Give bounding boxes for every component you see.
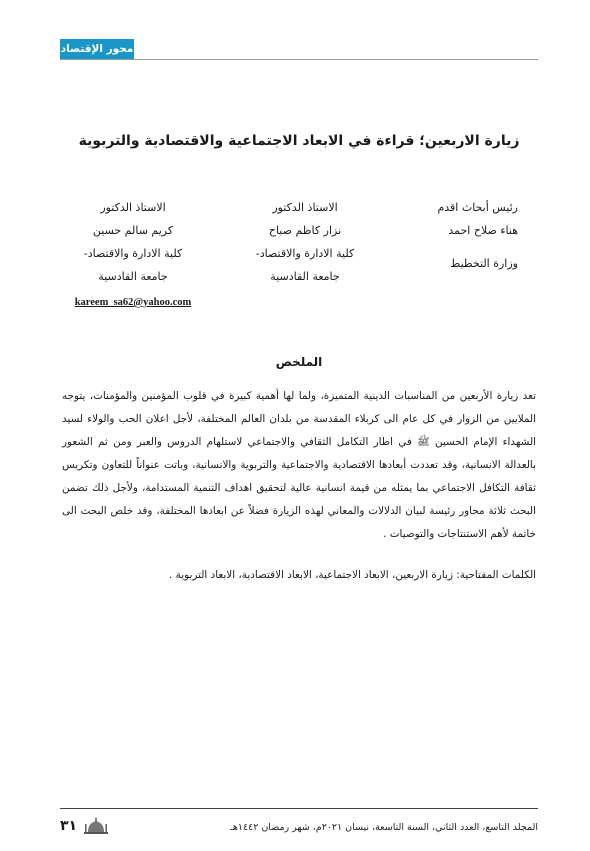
author-1-name: هناء صلاح احمد [448,224,518,237]
author-3-title: الاستاذ الدكتور [100,201,166,214]
author-1-affiliation: وزارة التخطيط [450,257,518,270]
author-1-spacer [398,242,518,252]
page-number: ٣١ [60,818,78,834]
author-3-university: جامعة القادسية [98,270,168,283]
abstract-body: تعد زيارة الأربعين من المناسبات الدينية المتميزة، ولما لها أهمية كبيرة في قلوب المؤمنين والمؤمنات، يتوجه الملايين من الزوار في كل عام الى كربلاء المقدسة من بلدان العالم المختلفة، لأجل اعلان الحب والولاء لسيد الشهداء الإمام الحسين ﷺ في اطار التكامل الثقافي والاجتماعي لاستلهام الدروس والعبر ومن ثم الشعور بالعدالة الانسانية، وقد تعددت أبعادها الاقتصادية والاجتماعية والتربوية والانسانية، وباتت عنواناً للتعاون وتكريس ثقافة التكافل الاجتماعي بما يمثله من قيمة انسانية عالية لتحقيق اهداف التنمية المستدامة، ولأجل ذلك تضمن البحث ثلاثة محاور رئيسة لبيان الدلالات والمعاني لهذه الزيارة فضلاً عن ابعادها المختلفة، وقد خلص البحث الى خاتمة لأهم الاستنتاجات والتوصيات . [62,390,536,540]
journal-info: المجلد التاسع، العدد الثاني، السنة التاسعة، نيسان ٢٠٢١م، شهر رمضان ١٤٤٢هـ [230,822,538,833]
author-2-name: نزار كاظم صباح [268,224,342,237]
article-title: زيارة الاربعين؛ قراءة في الابعاد الاجتماعية والاقتصادية والتربوية [78,133,520,149]
page-number-block [60,817,111,835]
author-3-name: كريم سالم حسين [92,224,174,237]
author-3-college: كلية الادارة والاقتصاد- [83,247,183,260]
header-divider [60,59,538,60]
footer-divider [60,808,538,809]
author-3-email-link[interactable]: kareem_sa62@yahoo.com [74,297,192,308]
abstract-heading: الملخص [275,355,323,369]
keywords-line: الكلمات المفتاحية: زيارة الاربعين، الابعاد الاجتماعية، الابعاد الاقتصادية، الابعاد التربوية . [169,569,536,581]
author-2 [230,196,380,288]
author-1 [398,196,518,275]
author-1-title: رئيس أبحاث اقدم [437,201,518,214]
author-2-university: جامعة القادسية [270,270,340,283]
author-3 [58,196,208,314]
authors-block [60,196,538,326]
page-footer [60,817,538,841]
author-2-title: الاستاذ الدكتور [272,201,338,214]
shrine-dome-icon [81,817,111,835]
author-2-college: كلية الادارة والاقتصاد- [255,247,355,260]
section-label: محور الإقتصاد [60,39,134,60]
